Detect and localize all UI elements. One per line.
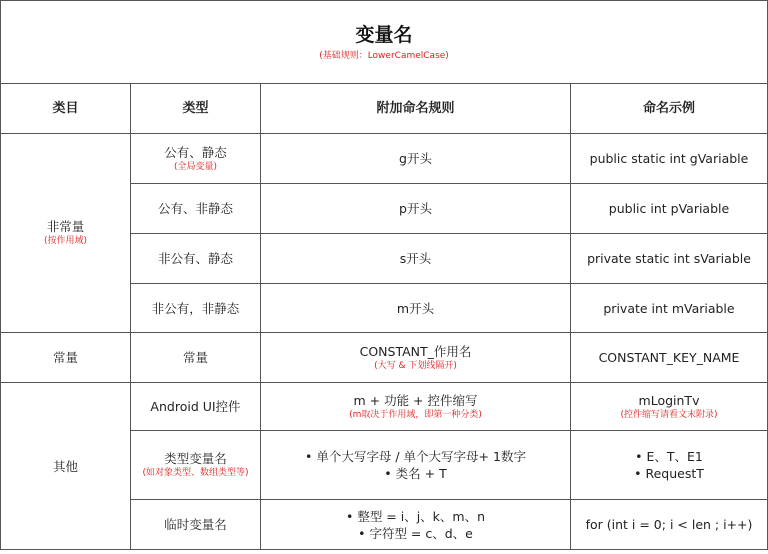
type-cell: 非公有、静态 xyxy=(131,234,261,284)
rule-bullet: • 字符型 = c、d、e xyxy=(358,525,473,541)
rule-cell: g开头 xyxy=(261,134,571,184)
rule-cell: p开头 xyxy=(261,184,571,234)
type-cell xyxy=(131,134,261,184)
type-cell: 临时变量名 xyxy=(131,500,261,550)
page-subtitle: (基础规则：LowerCamelCase) xyxy=(319,51,449,61)
example-bullet: • RequestT xyxy=(634,466,704,481)
header-category: 类目 xyxy=(1,84,131,134)
table-row xyxy=(1,134,768,184)
rule-bullet: • 整型 = i、j、k、m、n xyxy=(345,508,486,524)
example-note: (控件缩写请看文末附录) xyxy=(620,409,718,420)
example-cell: private int mVariable xyxy=(571,284,768,333)
rule-bullet: • 类名 + T xyxy=(384,466,447,481)
rule-cell: s开头 xyxy=(261,234,571,284)
rule-label: m + 功能 + 控件缩写 xyxy=(353,392,478,408)
type-cell: 常量 xyxy=(131,333,261,383)
rule-note: (大写 & 下划线隔开) xyxy=(374,360,457,371)
rule-cell xyxy=(261,431,571,500)
rule-cell xyxy=(261,500,571,550)
rule-cell xyxy=(261,333,571,383)
rule-note: (m取决于作用域，即第一种分类) xyxy=(349,409,482,420)
category-note: (按作用域) xyxy=(43,236,88,246)
example-cell: public int pVariable xyxy=(571,184,768,234)
category-other: 其他 xyxy=(1,383,131,550)
rule-cell xyxy=(261,383,571,431)
table-row xyxy=(1,383,768,431)
type-cell xyxy=(131,431,261,500)
example-bullet: • E、T、E1 xyxy=(635,449,703,464)
example-cell: CONSTANT_KEY_NAME xyxy=(571,333,768,383)
header-example: 命名示例 xyxy=(571,84,768,134)
example-cell: private static int sVariable xyxy=(571,234,768,284)
type-cell: 公有、非静态 xyxy=(131,184,261,234)
type-label: 类型变量名 xyxy=(164,451,227,466)
table-row xyxy=(1,333,768,383)
rule-label: CONSTANT_作用名 xyxy=(359,343,472,359)
category-const: 常量 xyxy=(1,333,131,383)
header-type: 类型 xyxy=(131,84,261,134)
type-cell: Android UI控件 xyxy=(131,383,261,431)
category-label: 非常量 xyxy=(46,219,85,234)
rule-bullet: • 单个大写字母 / 单个大写字母+ 1数字 xyxy=(305,449,526,464)
example-cell: for (int i = 0; i < len ; i++) xyxy=(571,500,768,550)
example-cell xyxy=(571,383,768,431)
type-note: (如对象类型、数组类型等) xyxy=(142,468,249,478)
type-label: 公有、静态 xyxy=(164,144,227,160)
title-cell xyxy=(1,1,768,84)
example-label: mLoginTv xyxy=(638,392,700,408)
page-title: 变量名 xyxy=(355,24,413,46)
type-note: (全局变量) xyxy=(173,161,218,172)
rule-cell: m开头 xyxy=(261,284,571,333)
header-rule: 附加命名规则 xyxy=(261,84,571,134)
category-nonconst xyxy=(1,134,131,333)
example-cell xyxy=(571,431,768,500)
example-cell: public static int gVariable xyxy=(571,134,768,184)
type-cell: 非公有，非静态 xyxy=(131,284,261,333)
